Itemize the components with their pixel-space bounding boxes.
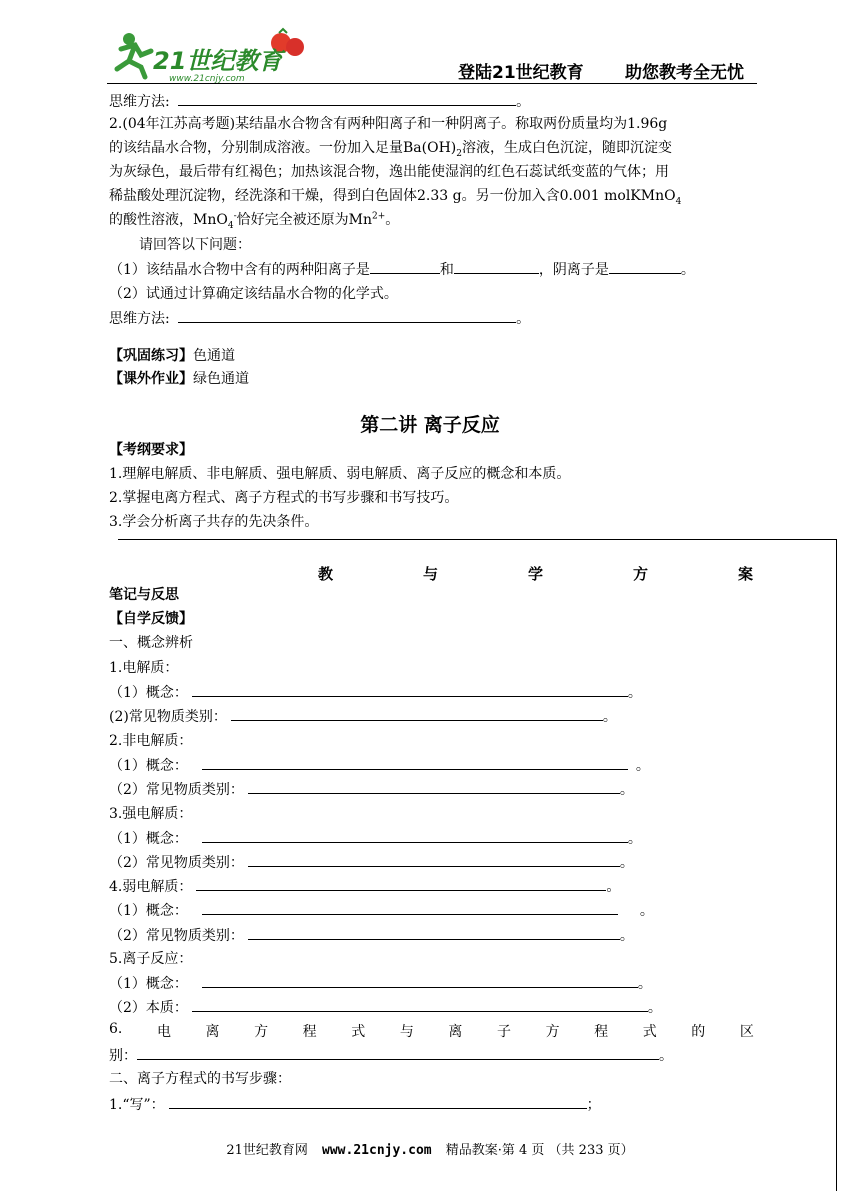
selfstudy-heading: 【自学反馈】: [109, 611, 193, 627]
sub2-line: （2）试通过计算确定该结晶水合物的化学式。: [109, 286, 398, 302]
notes-column-divider: [836, 539, 837, 1191]
plan-heading: 教 与 学 方 案: [318, 565, 753, 583]
ion-reaction-concept-line: （1）概念： 。: [109, 976, 652, 992]
sub1-line: （1）该结晶水合物中含有的两种阳离子是 和 ，阴离子是 。: [109, 262, 695, 278]
site-logo: [111, 25, 311, 83]
footer-page-info: 精品教案·第 4 页 （共 233 页）: [445, 1143, 634, 1158]
section-2-heading: 二、离子方程式的书写步骤：: [109, 1071, 291, 1087]
ask-line: 请回答以下问题：: [139, 237, 251, 253]
nonelectrolyte-common-line: （2）常见物质类别： 。: [109, 782, 634, 798]
requirement-3: 3.学会分析离子共存的先决条件。: [109, 514, 319, 530]
question-6-line2: 别： 。: [109, 1048, 673, 1064]
requirements-heading: 【考纲要求】: [109, 442, 193, 458]
notes-heading: 笔记与反思: [109, 587, 179, 603]
q2-line3: 为灰绿色，最后带有红褐色；加热该混合物，逸出能使湿润的红色石蕊试纸变蓝的气体；用: [109, 164, 669, 180]
ion-reaction-essence-line: （2）本质： 。: [109, 1000, 662, 1016]
method2-line: 思维方法: 。: [109, 311, 531, 327]
section-1-heading: 一、概念辨析: [109, 635, 193, 651]
header-divider: [107, 83, 757, 84]
weak-common-line: （2）常见物质类别： 。: [109, 928, 634, 944]
requirement-2: 2.掌握电离方程式、离子方程式的书写步骤和书写技巧。: [109, 490, 459, 506]
homework-line: 【课外作业】绿色通道: [109, 371, 249, 387]
header-left-text: 登陆21世纪教育: [458, 63, 584, 83]
nonelectrolyte-label: 2.非电解质：: [109, 733, 193, 749]
footer-site: 21世纪教育网: [226, 1143, 308, 1158]
q2-line5: 的酸性溶液，MnO$_4$-恰好完全被还原为$Mn^{2+}$。: [109, 211, 400, 231]
practice-line: 【巩固练习】色通道: [109, 348, 235, 364]
ion-reaction-label: 5.离子反应：: [109, 951, 193, 967]
page-footer: [0, 1139, 860, 1158]
q2-line2: 的该结晶水合物，分别制成溶液。一份加入足量$Ba(OH)_2$溶液，生成白色沉淀，随即沉淀变: [109, 140, 672, 159]
nonelectrolyte-concept-line: （1）概念： 。: [109, 758, 650, 774]
section-rule: [118, 539, 836, 540]
electrolyte-label: 1.电解质：: [109, 660, 179, 676]
electrolyte-common-line: (2)常见物质类别： 。: [109, 709, 617, 725]
question-6-line1: 6. 电 离 方 程 式 与 离 子 方 程 式 的 区: [109, 1021, 754, 1040]
runner-logo-icon: [111, 25, 311, 83]
strong-common-line: （2）常见物质类别： 。: [109, 855, 634, 871]
weak-concept-line: （1）概念： 。: [109, 903, 654, 919]
requirement-1: 1.理解电解质、非电解质、强电解质、弱电解质、离子反应的概念和本质。: [109, 466, 571, 482]
q2-line4: 稀盐酸处理沉淀物，经洗涤和干燥，得到白色固体2.33 g。另一份加入含0.001 molKMnO$_4$: [109, 188, 682, 207]
footer-url[interactable]: www.21cnjy.com: [322, 1143, 432, 1158]
strong-electrolyte-label: 3.强电解质：: [109, 806, 193, 822]
weak-electrolyte-line: 4.弱电解质： 。: [109, 879, 621, 895]
method1-line: 思维方法: 。: [109, 94, 531, 110]
lecture-title: 第二讲 离子反应: [360, 414, 500, 436]
header-right-text: 助您教考全无忧: [625, 63, 744, 83]
logo-url: www.21cnjy.com: [169, 74, 245, 83]
logo-text: 21世纪教育: [153, 47, 283, 75]
electrolyte-concept-line: （1）概念： 。: [109, 685, 642, 701]
strong-concept-line: （1）概念： 。: [109, 831, 642, 847]
q2-line1: 2.(04年江苏高考题)某结晶水合物含有两种阳离子和一种阴离子。称取两份质量均为1.96g: [109, 116, 668, 132]
step-1-line: 1.“写”： ；: [109, 1097, 601, 1113]
